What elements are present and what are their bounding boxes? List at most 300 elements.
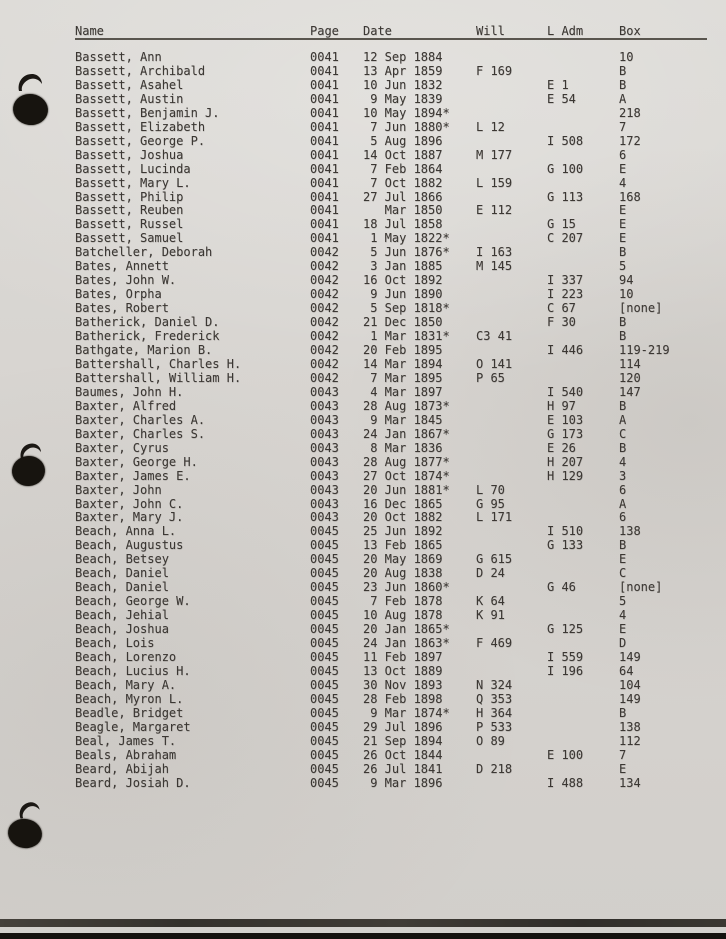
will-cell <box>476 274 547 288</box>
will-cell <box>476 456 547 470</box>
box-cell: B <box>619 329 627 344</box>
date-cell: 18 Jul 1858 <box>363 217 443 232</box>
will-cell: P 65 <box>476 370 505 385</box>
box-cell: [none] <box>619 580 663 595</box>
will-cell <box>476 651 547 665</box>
box-cell: 6 <box>619 482 627 497</box>
box-cell: 104 <box>619 677 641 692</box>
box-cell: 112 <box>619 733 641 748</box>
name-cell: Beadle, Bridget <box>75 705 184 720</box>
page-cell: 0042 <box>310 259 339 274</box>
page-cell: 0045 <box>310 649 339 664</box>
will-cell: C3 41 <box>476 329 513 344</box>
will-cell: L 159 <box>476 175 513 190</box>
name-cell: Beach, Anna L. <box>75 524 177 539</box>
page-cell: 0045 <box>310 775 339 790</box>
box-cell: 114 <box>619 356 641 371</box>
l-adm-cell <box>547 609 619 623</box>
box-cell: 4 <box>619 454 627 469</box>
will-cell: N 324 <box>476 677 513 692</box>
will-cell: D 24 <box>476 566 505 581</box>
table-row <box>75 302 707 316</box>
will-cell <box>476 39 547 65</box>
table-row <box>75 777 707 791</box>
will-cell: P 533 <box>476 719 513 734</box>
box-cell: 10 <box>619 50 634 64</box>
table-row <box>75 623 707 637</box>
will-cell: O 141 <box>476 356 513 371</box>
page-cell: 0045 <box>310 663 339 678</box>
table-row <box>75 609 707 623</box>
date-cell: 1 May 1822* <box>363 231 450 246</box>
name-cell: Beagle, Margaret <box>75 719 191 734</box>
page-cell: 0043 <box>310 384 339 399</box>
table-row <box>75 470 707 484</box>
l-adm-cell <box>547 484 619 498</box>
will-cell <box>476 135 547 149</box>
page-cell: 0043 <box>310 468 339 483</box>
will-cell: G 615 <box>476 552 513 567</box>
box-cell: B <box>619 315 627 330</box>
name-cell: Beal, James T. <box>75 733 177 748</box>
box-cell: 3 <box>619 468 627 483</box>
page-cell: 0042 <box>310 287 339 302</box>
l-adm-cell <box>547 595 619 609</box>
l-adm-cell: E 26 <box>547 440 576 455</box>
table-row <box>75 121 707 135</box>
box-cell: B <box>619 245 627 260</box>
will-cell <box>476 442 547 456</box>
table-row <box>75 316 707 330</box>
box-cell: 120 <box>619 370 641 385</box>
page-cell: 0041 <box>310 147 339 162</box>
table-row <box>75 707 707 721</box>
name-cell: Baxter, George H. <box>75 454 198 469</box>
page-cell: 0042 <box>310 315 339 330</box>
date-cell: 29 Jul 1896 <box>363 719 443 734</box>
will-cell: K 91 <box>476 608 505 623</box>
name-cell: Batherick, Daniel D. <box>75 315 220 330</box>
box-cell: 4 <box>619 608 627 623</box>
l-adm-cell: I 508 <box>547 133 584 148</box>
name-cell: Bates, Robert <box>75 301 169 316</box>
table-row <box>75 135 707 149</box>
date-cell: 5 Aug 1896 <box>363 133 443 148</box>
l-adm-cell <box>547 260 619 274</box>
hole-icon <box>11 92 50 128</box>
will-cell <box>476 302 547 316</box>
l-adm-cell <box>547 107 619 121</box>
l-adm-cell: G 15 <box>547 217 576 232</box>
date-cell: 28 Aug 1873* <box>363 398 450 413</box>
box-cell: E <box>619 231 627 246</box>
page-cell: 0045 <box>310 580 339 595</box>
l-adm-cell <box>547 177 619 191</box>
date-cell: 14 Mar 1894 <box>363 356 443 371</box>
will-cell <box>476 218 547 232</box>
page-cell: 0045 <box>310 705 339 720</box>
name-cell: Beard, Abijah <box>75 761 169 776</box>
table-row <box>75 246 707 260</box>
date-cell: 24 Jan 1867* <box>363 426 450 441</box>
box-cell: B <box>619 398 627 413</box>
page-cell: 0045 <box>310 636 339 651</box>
will-cell <box>476 470 547 484</box>
column-header-l-adm: L Adm <box>547 24 619 39</box>
page-cell: 0043 <box>310 482 339 497</box>
will-cell: O 89 <box>476 733 505 748</box>
table-row <box>75 637 707 651</box>
l-adm-cell: G 125 <box>547 622 584 637</box>
box-cell: E <box>619 161 627 176</box>
date-cell: 21 Sep 1894 <box>363 733 443 748</box>
l-adm-cell: I 223 <box>547 287 584 302</box>
table-row <box>75 372 707 386</box>
name-cell: Beach, Jehial <box>75 608 169 623</box>
page-cell: 0041 <box>310 77 339 92</box>
will-cell <box>476 288 547 302</box>
name-cell: Bassett, Russel <box>75 217 184 232</box>
date-cell: 16 Dec 1865 <box>363 496 443 511</box>
will-cell <box>476 191 547 205</box>
box-cell: E <box>619 217 627 232</box>
table-row <box>75 693 707 707</box>
name-cell: Baxter, Cyrus <box>75 440 169 455</box>
table-row <box>75 539 707 553</box>
box-cell: 218 <box>619 105 641 120</box>
table-row <box>75 218 707 232</box>
name-cell: Bassett, Asahel <box>75 77 184 92</box>
table-row <box>75 400 707 414</box>
page-cell: 0043 <box>310 440 339 455</box>
page-cell: 0042 <box>310 356 339 371</box>
will-cell: L 70 <box>476 482 505 497</box>
crescent-shadow-icon <box>14 797 45 822</box>
will-cell <box>476 665 547 679</box>
date-cell: 7 Oct 1882 <box>363 175 443 190</box>
table-row <box>75 595 707 609</box>
will-cell <box>476 107 547 121</box>
hole-icon <box>6 816 45 850</box>
l-adm-cell <box>547 693 619 707</box>
will-cell: G 95 <box>476 496 505 511</box>
name-cell: Battershall, William H. <box>75 370 242 385</box>
box-cell: E <box>619 761 627 776</box>
page-cell: 0043 <box>310 496 339 511</box>
scan-edge-bar <box>0 933 726 939</box>
box-cell: 7 <box>619 119 627 134</box>
box-cell: 7 <box>619 747 627 762</box>
box-cell: [none] <box>619 301 663 316</box>
date-cell: 9 Jun 1890 <box>363 287 443 302</box>
table-row <box>75 525 707 539</box>
name-cell: Beach, Myron L. <box>75 691 184 706</box>
page-cell: 0041 <box>310 217 339 232</box>
table-row <box>75 386 707 400</box>
will-cell <box>476 749 547 763</box>
page-cell: 0045 <box>310 608 339 623</box>
name-cell: Baxter, John <box>75 482 162 497</box>
box-cell: C <box>619 426 627 441</box>
table-row <box>75 65 707 79</box>
box-cell: 147 <box>619 384 641 399</box>
page-cell: 0041 <box>310 175 339 190</box>
date-cell: 13 Feb 1865 <box>363 538 443 553</box>
name-cell: Beach, Joshua <box>75 622 169 637</box>
will-cell <box>476 623 547 637</box>
will-cell: L 12 <box>476 119 505 134</box>
table-row <box>75 735 707 749</box>
name-cell: Bassett, Reuben <box>75 203 184 218</box>
page-cell: 0045 <box>310 733 339 748</box>
table-row <box>75 191 707 205</box>
date-cell: 30 Nov 1893 <box>363 677 443 692</box>
table-row <box>75 456 707 470</box>
date-cell: 7 Feb 1878 <box>363 594 443 609</box>
l-adm-cell: F 30 <box>547 315 576 330</box>
table-row <box>75 763 707 777</box>
table-row <box>75 177 707 191</box>
page-cell: 0041 <box>310 189 339 204</box>
page-cell: 0043 <box>310 426 339 441</box>
l-adm-cell <box>547 735 619 749</box>
will-cell <box>476 414 547 428</box>
name-cell: Batcheller, Deborah <box>75 245 213 260</box>
will-cell <box>476 777 547 791</box>
l-adm-cell <box>547 763 619 777</box>
l-adm-cell <box>547 330 619 344</box>
date-cell: 4 Mar 1897 <box>363 384 443 399</box>
l-adm-cell: H 97 <box>547 398 576 413</box>
box-cell: 6 <box>619 510 627 525</box>
name-cell: Beals, Abraham <box>75 747 177 762</box>
l-adm-cell: C 67 <box>547 301 576 316</box>
l-adm-cell <box>547 567 619 581</box>
l-adm-cell <box>547 372 619 386</box>
date-cell: 28 Feb 1898 <box>363 691 443 706</box>
box-cell: A <box>619 91 627 106</box>
table-row <box>75 93 707 107</box>
l-adm-cell: H 207 <box>547 454 584 469</box>
name-cell: Battershall, Charles H. <box>75 356 242 371</box>
l-adm-cell: H 129 <box>547 468 584 483</box>
l-adm-cell: G 173 <box>547 426 584 441</box>
name-cell: Beach, Augustus <box>75 538 184 553</box>
date-cell: 9 Mar 1896 <box>363 775 443 790</box>
date-cell: 25 Jun 1892 <box>363 524 443 539</box>
name-cell: Baxter, James E. <box>75 468 191 483</box>
l-adm-cell: E 1 <box>547 77 569 92</box>
box-cell: 138 <box>619 719 641 734</box>
name-cell: Bassett, Joshua <box>75 147 184 162</box>
l-adm-cell: I 540 <box>547 384 584 399</box>
name-cell: Bassett, Austin <box>75 91 184 106</box>
will-cell <box>476 79 547 93</box>
box-cell: C <box>619 566 627 581</box>
page-cell: 0045 <box>310 719 339 734</box>
box-cell: E <box>619 622 627 637</box>
page-cell: 0043 <box>310 510 339 525</box>
box-cell: E <box>619 203 627 218</box>
table-row <box>75 553 707 567</box>
l-adm-cell: I 510 <box>547 524 584 539</box>
box-cell: B <box>619 77 627 92</box>
box-cell: 119-219 <box>619 343 670 358</box>
l-adm-cell: E 103 <box>547 412 584 427</box>
will-cell: M 145 <box>476 259 513 274</box>
name-cell: Beard, Josiah D. <box>75 775 191 790</box>
name-cell: Beach, Lois <box>75 636 155 651</box>
will-cell <box>476 386 547 400</box>
date-cell: 20 May 1869 <box>363 552 443 567</box>
page-cell: 0043 <box>310 398 339 413</box>
will-cell: K 64 <box>476 594 505 609</box>
date-cell: 26 Jul 1841 <box>363 761 443 776</box>
name-cell: Beach, Daniel <box>75 566 169 581</box>
page-cell: 0041 <box>310 50 339 64</box>
name-cell: Bassett, Elizabeth <box>75 119 206 134</box>
box-cell: 6 <box>619 147 627 162</box>
table-row <box>75 39 707 65</box>
table-row <box>75 498 707 512</box>
page-cell: 0045 <box>310 761 339 776</box>
page-cell: 0045 <box>310 594 339 609</box>
date-cell: Mar 1850 <box>363 203 443 218</box>
table-row <box>75 428 707 442</box>
page-cell: 0041 <box>310 133 339 148</box>
name-cell: Bassett, Ann <box>75 50 162 64</box>
page-cell: 0045 <box>310 524 339 539</box>
name-cell: Baxter, Alfred <box>75 398 177 413</box>
l-adm-cell <box>547 553 619 567</box>
page-cell: 0045 <box>310 622 339 637</box>
date-cell: 5 Jun 1876* <box>363 245 450 260</box>
box-cell: E <box>619 552 627 567</box>
table-row <box>75 260 707 274</box>
will-cell <box>476 581 547 595</box>
l-adm-cell <box>547 246 619 260</box>
l-adm-cell <box>547 121 619 135</box>
l-adm-cell: C 207 <box>547 231 584 246</box>
name-cell: Baxter, Mary J. <box>75 510 184 525</box>
l-adm-cell <box>547 637 619 651</box>
l-adm-cell <box>547 679 619 693</box>
l-adm-cell: G 46 <box>547 580 576 595</box>
table-row <box>75 651 707 665</box>
name-cell: Bates, Annett <box>75 259 169 274</box>
box-cell: 5 <box>619 594 627 609</box>
page-content <box>75 24 707 791</box>
page-cell: 0041 <box>310 63 339 78</box>
box-cell: 138 <box>619 524 641 539</box>
l-adm-cell <box>547 358 619 372</box>
date-cell: 9 May 1839 <box>363 91 443 106</box>
box-cell: A <box>619 412 627 427</box>
name-cell: Beach, Lucius H. <box>75 663 191 678</box>
box-cell: 94 <box>619 273 634 288</box>
page-cell: 0041 <box>310 119 339 134</box>
date-cell: 16 Oct 1892 <box>363 273 443 288</box>
box-cell: 134 <box>619 775 641 790</box>
name-cell: Beach, Daniel <box>75 580 169 595</box>
will-cell <box>476 163 547 177</box>
table-row <box>75 721 707 735</box>
l-adm-cell: G 113 <box>547 189 584 204</box>
date-cell: 27 Jul 1866 <box>363 189 443 204</box>
date-cell: 14 Oct 1887 <box>363 147 443 162</box>
table-row <box>75 749 707 763</box>
l-adm-cell: I 488 <box>547 775 584 790</box>
name-cell: Batherick, Frederick <box>75 329 220 344</box>
name-cell: Bassett, Benjamin J. <box>75 105 220 120</box>
page-cell: 0042 <box>310 273 339 288</box>
column-header-name: Name <box>75 24 310 39</box>
will-cell: H 364 <box>476 705 513 720</box>
page-cell: 0041 <box>310 231 339 246</box>
will-cell <box>476 400 547 414</box>
page-cell: 0042 <box>310 370 339 385</box>
name-cell: Bassett, George P. <box>75 133 206 148</box>
date-cell: 26 Oct 1844 <box>363 747 443 762</box>
name-cell: Bates, John W. <box>75 273 177 288</box>
table-row <box>75 344 707 358</box>
name-cell: Beach, Lorenzo <box>75 649 177 664</box>
l-adm-cell: I 196 <box>547 663 584 678</box>
l-adm-cell <box>547 39 619 65</box>
date-cell: 20 Jan 1865* <box>363 622 450 637</box>
box-cell: 172 <box>619 133 641 148</box>
l-adm-cell <box>547 707 619 721</box>
will-cell: L 171 <box>476 510 513 525</box>
column-header-will: Will <box>476 24 547 39</box>
name-cell: Bassett, Mary L. <box>75 175 191 190</box>
name-cell: Bates, Orpha <box>75 287 162 302</box>
date-cell: 7 Jun 1880* <box>363 119 450 134</box>
page-cell: 0045 <box>310 677 339 692</box>
box-cell: B <box>619 538 627 553</box>
table-row <box>75 414 707 428</box>
page-cell: 0045 <box>310 747 339 762</box>
box-cell: 149 <box>619 649 641 664</box>
records-table <box>75 24 707 791</box>
name-cell: Bassett, Lucinda <box>75 161 191 176</box>
date-cell: 12 Sep 1884 <box>363 50 443 64</box>
l-adm-cell <box>547 65 619 79</box>
scan-edge-stripe <box>0 919 726 927</box>
will-cell: Q 353 <box>476 691 513 706</box>
will-cell <box>476 93 547 107</box>
crescent-shadow-icon <box>16 70 44 94</box>
box-cell: A <box>619 496 627 511</box>
name-cell: Beach, Betsey <box>75 552 169 567</box>
l-adm-cell: I 446 <box>547 343 584 358</box>
table-row <box>75 232 707 246</box>
l-adm-cell <box>547 721 619 735</box>
date-cell: 9 Mar 1874* <box>363 705 450 720</box>
table-row <box>75 679 707 693</box>
will-cell: E 112 <box>476 203 513 218</box>
page-cell: 0042 <box>310 343 339 358</box>
l-adm-cell: G 100 <box>547 161 584 176</box>
l-adm-cell <box>547 498 619 512</box>
name-cell: Bathgate, Marion B. <box>75 343 213 358</box>
will-cell <box>476 344 547 358</box>
l-adm-cell: I 559 <box>547 649 584 664</box>
will-cell: F 469 <box>476 636 513 651</box>
table-row <box>75 442 707 456</box>
will-cell: I 163 <box>476 245 513 260</box>
box-cell: B <box>619 63 627 78</box>
